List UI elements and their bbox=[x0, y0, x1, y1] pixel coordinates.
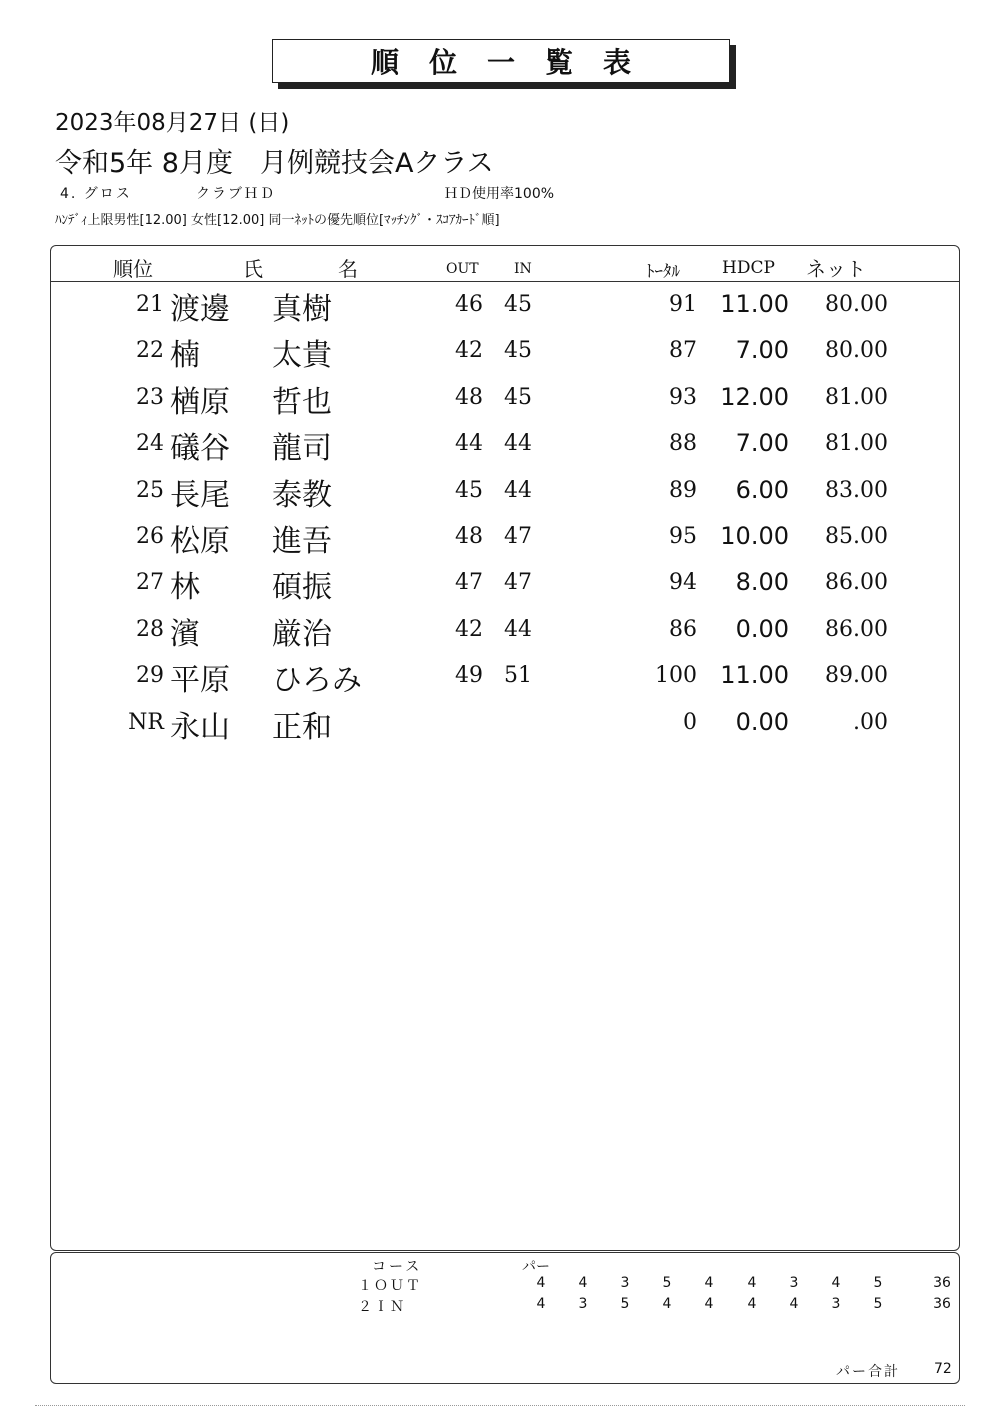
handicap-usage: ＨＤ使用率100% bbox=[444, 186, 555, 202]
par-total-value: 72 bbox=[934, 1361, 952, 1377]
table-row bbox=[0, 423, 1000, 469]
header-hdcp: HDCP bbox=[722, 258, 775, 278]
out-score: 48 bbox=[455, 384, 483, 410]
net-score: 83.00 bbox=[825, 477, 888, 503]
total-score: 91 bbox=[669, 292, 697, 317]
net-score: .00 bbox=[853, 709, 888, 735]
par-course-header: コース bbox=[372, 1259, 423, 1275]
in-score: 51 bbox=[504, 663, 532, 689]
par-hole-value: 4 bbox=[662, 1296, 672, 1312]
header-net: ネット bbox=[806, 257, 866, 281]
total-score: 87 bbox=[669, 338, 697, 364]
player-surname: 松原 bbox=[170, 524, 230, 559]
table-row bbox=[0, 377, 1000, 423]
rank: 27 bbox=[136, 570, 164, 596]
net-score: 80.00 bbox=[825, 292, 888, 317]
net-score: 89.00 bbox=[825, 663, 888, 689]
player-surname: 楢原 bbox=[170, 384, 230, 420]
total-score: 0 bbox=[683, 709, 697, 735]
par-course-name: ２ＩＮ bbox=[358, 1299, 406, 1315]
par-hole-value: 4 bbox=[536, 1296, 546, 1312]
total-score: 88 bbox=[669, 431, 697, 457]
net-score: 85.00 bbox=[825, 524, 888, 549]
page-title: 順位一覧表 bbox=[370, 46, 661, 79]
total-score: 89 bbox=[669, 477, 697, 503]
handicap-note: ﾊﾝﾃﾞｨ上限男性[12.00] 女性[12.00] 同一ﾈｯﾄの優先順位[ﾏｯﾁﾝｸﾞ・ｽｺｱｶｰﾄﾞ順] bbox=[55, 213, 500, 228]
par-hole-value: 5 bbox=[662, 1275, 672, 1291]
out-score: 49 bbox=[455, 663, 483, 689]
handicap: 10.00 bbox=[720, 522, 789, 550]
header-name-2: 名 bbox=[338, 257, 358, 281]
player-given-name: 碩振 bbox=[272, 570, 332, 606]
total-score: 95 bbox=[669, 524, 697, 549]
rank: 21 bbox=[136, 292, 164, 317]
net-score: 81.00 bbox=[825, 431, 888, 457]
player-surname: 平原 bbox=[170, 663, 230, 699]
rank: 25 bbox=[136, 477, 164, 503]
header-out: OUT bbox=[446, 261, 479, 277]
par-hole-value: 4 bbox=[536, 1275, 546, 1291]
par-hole-value: 3 bbox=[789, 1275, 799, 1291]
in-score: 44 bbox=[504, 477, 532, 503]
par-hole-value: 4 bbox=[747, 1275, 757, 1291]
rank: 28 bbox=[136, 616, 164, 642]
header-name-1: 氏 bbox=[243, 257, 263, 281]
header-rank: 順位 bbox=[113, 257, 153, 281]
event-name: 令和5年 8月度 月例競技会Aクラス bbox=[55, 148, 494, 179]
par-hole-value: 3 bbox=[620, 1275, 630, 1291]
table-row bbox=[0, 655, 1000, 701]
out-score: 42 bbox=[455, 338, 483, 364]
table-row bbox=[0, 516, 1000, 562]
out-score: 47 bbox=[455, 570, 483, 596]
player-surname: 渡邊 bbox=[170, 292, 230, 327]
player-given-name: 龍司 bbox=[272, 431, 332, 467]
out-score: 42 bbox=[455, 616, 483, 642]
net-score: 81.00 bbox=[825, 384, 888, 410]
net-score: 80.00 bbox=[825, 338, 888, 364]
rank: 23 bbox=[136, 384, 164, 410]
handicap: 7.00 bbox=[735, 336, 789, 365]
rank: 26 bbox=[136, 524, 164, 549]
player-surname: 長尾 bbox=[170, 477, 230, 513]
scoring-method: 4. グロス bbox=[60, 186, 132, 202]
table-row bbox=[0, 609, 1000, 655]
rank: 29 bbox=[136, 663, 164, 689]
par-hole-value: 3 bbox=[578, 1296, 588, 1312]
table-row bbox=[0, 470, 1000, 516]
scan-edge bbox=[35, 1405, 965, 1406]
in-score: 44 bbox=[504, 431, 532, 457]
handicap: 12.00 bbox=[720, 382, 789, 411]
player-given-name: 真樹 bbox=[272, 292, 332, 327]
par-header: パー bbox=[522, 1259, 550, 1275]
par-hole-value: 4 bbox=[747, 1296, 757, 1312]
player-given-name: ひろみ bbox=[272, 663, 362, 699]
total-score: 86 bbox=[669, 616, 697, 642]
player-surname: 礒谷 bbox=[170, 431, 230, 467]
player-given-name: 太貴 bbox=[272, 338, 332, 374]
par-hole-value: 4 bbox=[831, 1275, 841, 1291]
in-score: 47 bbox=[504, 524, 532, 549]
handicap: 7.00 bbox=[735, 429, 789, 458]
total-score: 94 bbox=[669, 570, 697, 596]
in-score: 45 bbox=[504, 338, 532, 364]
handicap: 0.00 bbox=[735, 614, 789, 643]
player-given-name: 哲也 bbox=[272, 384, 332, 420]
rank: 24 bbox=[136, 431, 164, 457]
in-score: 47 bbox=[504, 570, 532, 596]
player-given-name: 泰教 bbox=[272, 477, 332, 513]
out-score: 46 bbox=[455, 292, 483, 317]
out-score: 44 bbox=[455, 431, 483, 457]
par-hole-value: 4 bbox=[704, 1275, 714, 1291]
in-score: 45 bbox=[504, 292, 532, 317]
par-hole-value: 4 bbox=[578, 1275, 588, 1291]
header-in: IN bbox=[514, 261, 532, 277]
player-surname: 濱 bbox=[170, 616, 200, 652]
par-course-name: １ＯＵＴ bbox=[358, 1278, 422, 1294]
in-score: 44 bbox=[504, 616, 532, 642]
handicap: 8.00 bbox=[735, 568, 789, 597]
in-score: 45 bbox=[504, 384, 532, 410]
net-score: 86.00 bbox=[825, 570, 888, 596]
handicap: 11.00 bbox=[720, 661, 789, 690]
par-course-sum: 36 bbox=[933, 1296, 951, 1312]
header-total: ﾄｰﾀﾙ bbox=[646, 262, 680, 282]
title-box bbox=[272, 39, 730, 83]
par-hole-value: 4 bbox=[704, 1296, 714, 1312]
player-given-name: 厳治 bbox=[272, 616, 332, 652]
par-hole-value: 5 bbox=[873, 1296, 883, 1312]
table-row bbox=[0, 330, 1000, 376]
table-row bbox=[0, 702, 1000, 748]
event-date: 2023年08月27日 (日) bbox=[55, 110, 290, 136]
player-given-name: 進吾 bbox=[272, 524, 332, 559]
out-score: 45 bbox=[455, 477, 483, 503]
handicap-type: クラブＨＤ bbox=[196, 186, 276, 202]
rank: NR bbox=[128, 709, 164, 735]
total-score: 93 bbox=[669, 384, 697, 410]
total-score: 100 bbox=[655, 663, 697, 689]
table-row bbox=[0, 562, 1000, 608]
par-hole-value: 4 bbox=[789, 1296, 799, 1312]
player-given-name: 正和 bbox=[272, 709, 332, 745]
par-hole-value: 5 bbox=[873, 1275, 883, 1291]
handicap: 11.00 bbox=[720, 290, 789, 318]
handicap: 0.00 bbox=[735, 707, 789, 736]
par-hole-value: 5 bbox=[620, 1296, 630, 1312]
par-course-sum: 36 bbox=[933, 1275, 951, 1291]
par-hole-value: 3 bbox=[831, 1296, 841, 1312]
handicap: 6.00 bbox=[735, 475, 789, 504]
out-score: 48 bbox=[455, 524, 483, 549]
net-score: 86.00 bbox=[825, 616, 888, 642]
player-surname: 林 bbox=[170, 570, 200, 606]
par-total-label: パー合計 bbox=[836, 1364, 900, 1380]
par-table-frame bbox=[50, 1252, 960, 1384]
player-surname: 楠 bbox=[170, 338, 200, 374]
player-surname: 永山 bbox=[170, 709, 230, 745]
rank: 22 bbox=[136, 338, 164, 364]
table-row bbox=[0, 284, 1000, 330]
